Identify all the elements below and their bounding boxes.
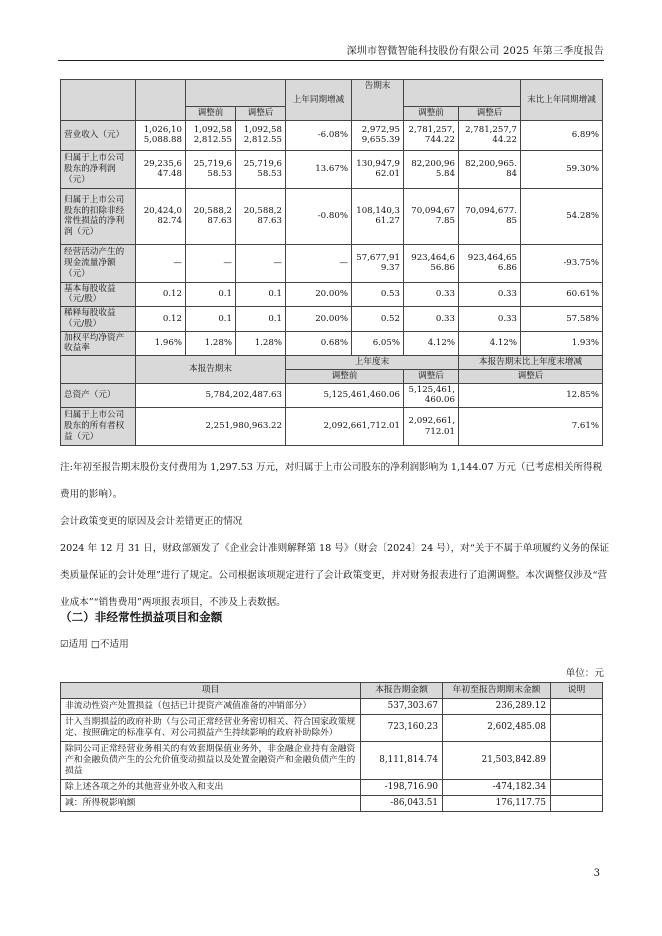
- cell-value: 20,588,287.63: [236, 188, 286, 244]
- row-label: 加权平均净资产收益率: [61, 331, 136, 355]
- after-adj-header-ytd: 调整后: [459, 107, 521, 121]
- cell-value: 82,200,965.84: [404, 150, 459, 188]
- table-head-row: [61, 683, 603, 699]
- cell-value: —: [136, 244, 186, 282]
- table-row: [61, 383, 603, 407]
- after-adj-header: 调整后: [236, 107, 286, 121]
- cell-value: 0.1: [186, 282, 236, 306]
- table-row: [61, 307, 603, 331]
- current-amount-header: 本报告期金额: [361, 683, 443, 699]
- cell-value: 5,125,461,460.06: [404, 383, 459, 407]
- table-head-row: [61, 80, 603, 107]
- cell-value: 0.33: [459, 282, 521, 306]
- cell-value: -86,043.51: [361, 795, 443, 811]
- cell-value: [551, 714, 603, 741]
- cell-value: 1.28%: [186, 331, 236, 355]
- cell-value: 0.1: [236, 307, 286, 331]
- cell-value: 2,602,485.08: [443, 714, 551, 741]
- row-label: 非流动性资产处置损益（包括已计提资产减值准备的冲销部分）: [61, 698, 361, 714]
- row-label: 基本每股收益（元/股）: [61, 282, 136, 306]
- row-label: 减：所得税影响额: [61, 795, 361, 811]
- cell-value: 7.61%: [459, 408, 603, 446]
- cell-value: —: [186, 244, 236, 282]
- cell-value: 923,464,656.86: [404, 244, 459, 282]
- cell-value: 1.28%: [236, 331, 286, 355]
- cell-value: 0.52: [352, 307, 404, 331]
- bs-after-adj-header-2: 调整后: [459, 369, 603, 383]
- unit-label: 单位：元: [565, 668, 604, 679]
- cell-value: 70,094,677.85: [459, 188, 521, 244]
- row-label: 总资产（元）: [61, 383, 136, 407]
- row-label: 归属于上市公司股东的净利润（元）: [61, 150, 136, 188]
- cell-value: 5,125,461,460.06: [286, 383, 404, 407]
- cell-value: 0.68%: [286, 331, 352, 355]
- cell-value: 12.85%: [459, 383, 603, 407]
- table-row: [61, 779, 603, 795]
- cell-value: 2,251,980,963.22: [136, 408, 286, 446]
- applicable-checkbox: ☑适用 □不适用: [60, 639, 129, 650]
- row-label: 稀释每股收益（元/股）: [61, 307, 136, 331]
- cell-value: -474,182.34: [443, 779, 551, 795]
- row-label: 经营活动产生的现金流量净额（元）: [61, 244, 136, 282]
- cell-value: [551, 795, 603, 811]
- cell-value: 70,094,677.85: [404, 188, 459, 244]
- table-row: [61, 331, 603, 355]
- ytd-amount-header: 年初至报告期期末金额: [443, 683, 551, 699]
- cell-value: 0.33: [404, 307, 459, 331]
- cell-value: —: [236, 244, 286, 282]
- cell-value: 108,140,361.27: [352, 188, 404, 244]
- before-adj-header-ytd: 调整前: [404, 107, 459, 121]
- table-row: [61, 150, 603, 188]
- policy-change-text: 2024 年 12 月 31 日，财政部颁发了《企业会计准则解释第 18 号》（财会〔2024〕24 号），对“关于不属于单项履约义务的保证类质量保证的会计处理”进行了规定。公司根据该项规定进行了会计政策变更，并对财务报表进行了追溯调整。本次调整仅涉及“营业成本”“销售费用”两项报表项目，不涉及上表数据。: [60, 543, 610, 608]
- cell-value: -6.08%: [286, 120, 352, 150]
- report-header: 深圳市智微智能科技股份有限公司 2025 年第三季度报告: [346, 46, 604, 57]
- cell-value: 25,719,658.53: [186, 150, 236, 188]
- cell-value: 13.67%: [286, 150, 352, 188]
- item-header: 项目: [61, 683, 361, 699]
- row-label: 营业收入（元）: [61, 120, 136, 150]
- page-number: 3: [593, 868, 600, 879]
- section-title: （二）非经常性损益项目和金额: [60, 610, 223, 624]
- table-row: [61, 244, 603, 282]
- cell-value: 176,117.75: [443, 795, 551, 811]
- current-end-header: 本报告期末: [136, 356, 286, 383]
- cell-value: 4.12%: [404, 331, 459, 355]
- table-row: [61, 282, 603, 306]
- bs-head-row: [61, 356, 603, 370]
- cell-value: [551, 741, 603, 779]
- cell-value: 0.33: [459, 307, 521, 331]
- cell-value: 0.12: [136, 307, 186, 331]
- cell-value: 57.58%: [521, 307, 603, 331]
- cell-value: 923,464,656.86: [459, 244, 521, 282]
- cell-value: 8,111,814.74: [361, 741, 443, 779]
- row-label: 归属于上市公司股东的扣除非经常性损益的净利润（元）: [61, 188, 136, 244]
- cell-value: 20,588,287.63: [186, 188, 236, 244]
- bs-before-adj-header: 调整前: [286, 369, 404, 383]
- cell-value: 5,784,202,487.63: [136, 383, 286, 407]
- table-row: [61, 120, 603, 150]
- cell-value: -0.80%: [286, 188, 352, 244]
- ytd-yoy-change-header: 末比上年同期增减: [521, 80, 603, 121]
- policy-change-title: 会计政策变更的原因及会计差错更正的情况: [60, 516, 243, 527]
- cell-value: 0.1: [236, 282, 286, 306]
- cell-value: 2,092,661,712.01: [404, 408, 459, 446]
- row-label: 除上述各项之外的其他营业外收入和支出: [61, 779, 361, 795]
- row-label: 计入当期损益的政府补助（与公司正常经营业务密切相关、符合国家政策规定、按照确定的标准享有、对公司损益产生持续影响的政府补助除外）: [61, 714, 361, 741]
- cell-value: 6.05%: [352, 331, 404, 355]
- cell-value: 2,781,257,744.22: [459, 120, 521, 150]
- key-financials-table: [60, 79, 603, 446]
- table-row: [61, 188, 603, 244]
- cell-value: 723,160.23: [361, 714, 443, 741]
- note-share-payment: 注:年初至报告期末股份支付费用为 1,297.53 万元，对归属于上市公司股东的净利润影响为 1,144.07 万元（已考虑相关所得税费用的影响）。: [60, 462, 603, 500]
- note-header: 说明: [551, 683, 603, 699]
- cell-value: [551, 779, 603, 795]
- non-recurring-items-table: [60, 682, 603, 812]
- table-row: [61, 714, 603, 741]
- cell-value: 0.12: [136, 282, 186, 306]
- cell-value: 0.33: [404, 282, 459, 306]
- cell-value: 20.00%: [286, 307, 352, 331]
- before-adj-header: 调整前: [186, 107, 236, 121]
- cell-value: 2,781,257,744.22: [404, 120, 459, 150]
- cell-value: 1.93%: [521, 331, 603, 355]
- bs-change-header: 本报告期末比上年度末增减: [459, 356, 603, 370]
- cell-value: -93.75%: [521, 244, 603, 282]
- cell-value: 1,026,105,088.88: [136, 120, 186, 150]
- cell-value: 20,424,082.74: [136, 188, 186, 244]
- cell-value: 2,972,959,655.39: [352, 120, 404, 150]
- cell-value: 20.00%: [286, 282, 352, 306]
- cell-value: 21,503,842.89: [443, 741, 551, 779]
- cell-value: 60.61%: [521, 282, 603, 306]
- table-row: [61, 408, 603, 446]
- bs-after-adj-header: 调整后: [404, 369, 459, 383]
- cell-value: 0.1: [186, 307, 236, 331]
- table-row: [61, 741, 603, 779]
- cell-value: 59.30%: [521, 150, 603, 188]
- cell-value: 4.12%: [459, 331, 521, 355]
- header-rule: [58, 60, 604, 61]
- cell-value: 29,235,647.48: [136, 150, 186, 188]
- cell-value: 6.89%: [521, 120, 603, 150]
- cell-value: [551, 698, 603, 714]
- period-end-header: 告期末: [352, 80, 404, 121]
- cell-value: 82,200,965.84: [459, 150, 521, 188]
- cell-value: 236,289.12: [443, 698, 551, 714]
- cell-value: 1,092,582,812.55: [236, 120, 286, 150]
- cell-value: 57,677,919.37: [352, 244, 404, 282]
- table-row: [61, 795, 603, 811]
- yoy-change-header: 上年同期增减: [286, 80, 352, 121]
- cell-value: 25,719,658.53: [236, 150, 286, 188]
- cell-value: 54.28%: [521, 188, 603, 244]
- cell-value: -198,716.90: [361, 779, 443, 795]
- cell-value: 1,092,582,812.55: [186, 120, 236, 150]
- cell-value: 130,947,962.01: [352, 150, 404, 188]
- cell-value: 2,092,661,712.01: [286, 408, 404, 446]
- cell-value: 0.53: [352, 282, 404, 306]
- cell-value: 1.96%: [136, 331, 186, 355]
- prior-year-end-header: 上年度末: [286, 356, 459, 370]
- cell-value: 537,303.67: [361, 698, 443, 714]
- row-label: 除同公司正常经营业务相关的有效套期保值业务外，非金融企业持有金融资产和金融负债产生的公允价值变动损益以及处置金融资产和金融负债产生的损益: [61, 741, 361, 779]
- row-label: 归属于上市公司股东的所有者权益（元）: [61, 408, 136, 446]
- cell-value: —: [286, 244, 352, 282]
- table-row: [61, 698, 603, 714]
